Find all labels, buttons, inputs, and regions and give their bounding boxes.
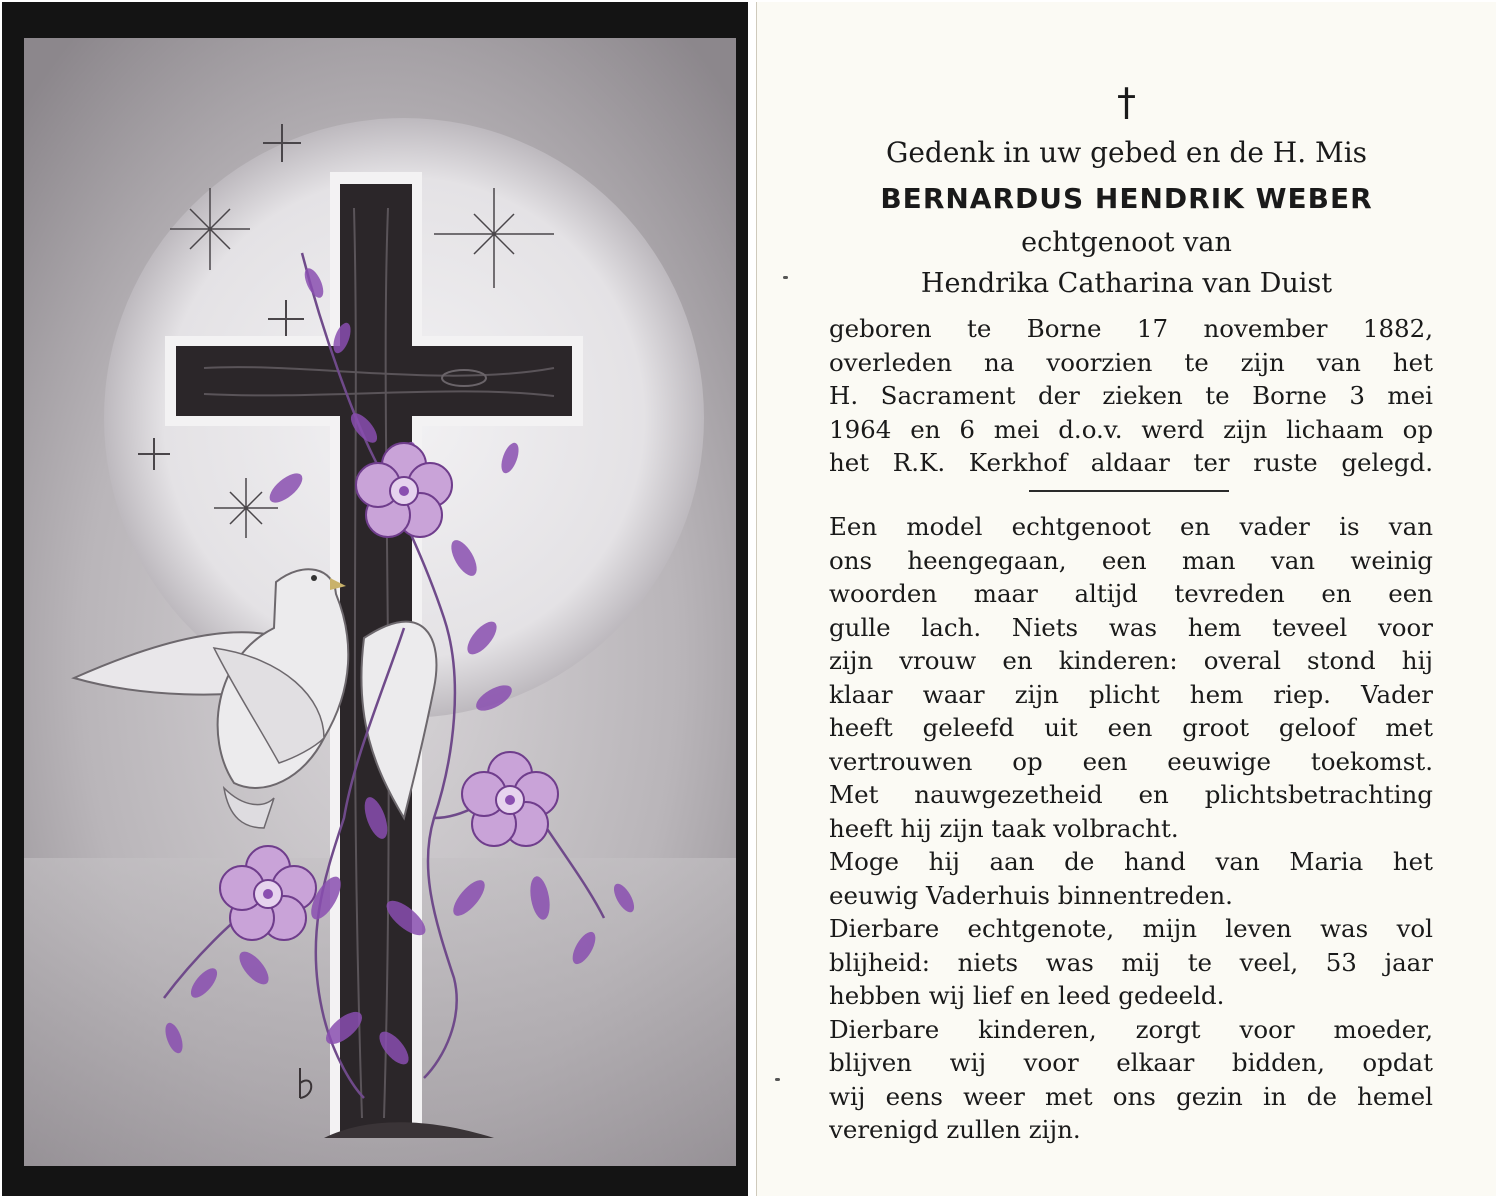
memorial-line: Dierbare kinderen, zorgt voor moeder, — [829, 1014, 1433, 1044]
intro-text: Gedenk in uw gebed en de H. Mis — [885, 136, 1368, 169]
paper-speck — [775, 1078, 780, 1081]
bio-line: het R.K. Kerkhof aldaar ter ruste gelegd. — [829, 448, 1433, 477]
bio-line: geboren te Borne 17 november 1882, — [829, 314, 1433, 343]
memorial-line: Moge hij aan de hand van Maria het — [829, 847, 1433, 876]
memorial-line: ons heengegaan, een man van weinig — [829, 545, 1433, 575]
spouse-relation: echtgenoot van — [1021, 227, 1232, 258]
bio-line: H. Sacrament der zieken te Borne 3 mei — [829, 381, 1433, 410]
deceased-name: BERNARDUS HENDRIK WEBER — [880, 182, 1373, 215]
divider — [1029, 490, 1229, 492]
memorial-line: zijn vrouw en kinderen: overal stond hij — [829, 646, 1433, 675]
spouse-name: Hendrika Catharina van Duist — [920, 268, 1333, 299]
bio-line: 1964 en 6 mei d.o.v. werd zijn lichaam op — [829, 414, 1433, 444]
memorial-line: vertrouwen op een eeuwige toekomst. — [829, 746, 1433, 776]
paper-speck — [783, 276, 788, 279]
memorial-line: hebben wij lief en leed gedeeld. — [829, 981, 1225, 1010]
memorial-line: Een model echtgenoot en vader is van — [829, 512, 1433, 541]
illustration — [24, 38, 736, 1166]
memorial-line: heeft hij zijn taak volbracht. — [829, 813, 1179, 843]
memorial-line: verenigd zullen zijn. — [829, 1115, 1081, 1144]
bio-line: overleden na voorzien te zijn van het — [829, 347, 1433, 377]
memorial-line: gulle lach. Niets was hem teveel voor — [829, 612, 1433, 642]
memorial-line: woorden maar altijd tevreden en een — [829, 579, 1433, 608]
memorial-line: eeuwig Vaderhuis binnentreden. — [829, 880, 1233, 910]
memorial-text — [829, 510, 1433, 1147]
memorial-line: heeft geleefd uit een groot geloof met — [829, 713, 1433, 742]
memorial-line: Met nauwgezetheid en plichtsbetrachting — [829, 780, 1433, 809]
illustration-artwork — [24, 38, 736, 1166]
memorial-line: klaar waar zijn plicht hem riep. Vader — [829, 679, 1433, 709]
text-card — [756, 2, 1496, 1196]
memorial-line: blijven wij voor elkaar bidden, opdat — [829, 1048, 1433, 1077]
memorial-line: wij eens weer met ons gezin in de hemel — [829, 1081, 1433, 1111]
memorial-line: Dierbare echtgenote, mijn leven was vol — [829, 914, 1433, 943]
biography-paragraph — [829, 312, 1433, 480]
cross-symbol: † — [1117, 80, 1136, 124]
illustrated-card-frame — [2, 2, 748, 1196]
memorial-line: blijheid: niets was mij te veel, 53 jaar — [829, 947, 1433, 977]
